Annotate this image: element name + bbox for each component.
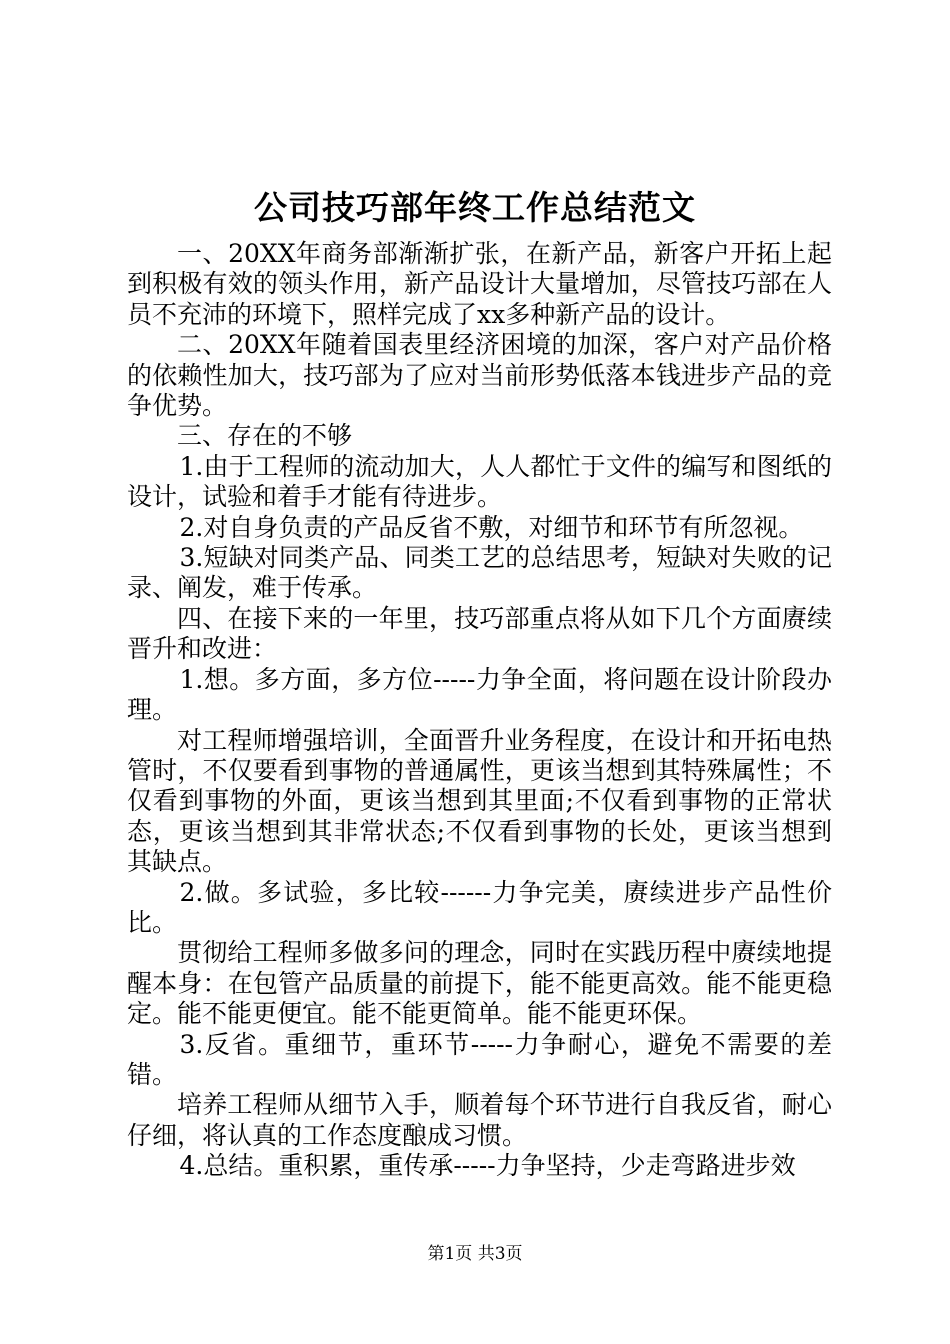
paragraph: 二、20XX年随着国表里经济困境的加深，客户对产品价格的依赖性加大，技巧部为了应对当前形势低落本钱进步产品的竞争优势。 <box>127 330 832 421</box>
list-item: 3.反省。重细节，重环节-----力争耐心，避免不需要的差错。 <box>127 1029 832 1089</box>
list-item: 1.由于工程师的流动加大，人人都忙于文件的编写和图纸的设计，试验和着手才能有待进步。 <box>127 451 832 512</box>
list-item: 2.对自身负责的产品反省不敷，对细节和环节有所忽视。 <box>179 512 804 542</box>
list-item: 3.短缺对同类产品、同类工艺的总结思考，短缺对失败的记录、阐发，难于传承。 <box>127 543 832 603</box>
list-item: 4.总结。重积累，重传承-----力争坚持，少走弯路进步效 <box>179 1151 796 1181</box>
list-item: 1.想。多方面，多方位-----力争全面，将问题在设计阶段办理。 <box>127 664 832 725</box>
paragraph: 贯彻给工程师多做多问的理念，同时在实践历程中赓续地提醒本身：在包管产品质量的前提下，能不能更高效。能不能更稳定。能不能更便宜。能不能更简单。能不能更环保。 <box>127 938 832 1029</box>
page-footer: 第1页 共3页 <box>427 1244 523 1264</box>
paragraph: 一、20XX年商务部渐渐扩张，在新产品，新客户开拓上起到积极有效的领头作用，新产品设计大量增加，尽管技巧部在人员不充沛的环境下，照样完成了xx多种新产品的设计。 <box>127 239 832 329</box>
list-item: 2.做。多试验，多比较------力争完美，赓续进步产品性价比。 <box>127 877 832 937</box>
paragraph: 四、在接下来的一年里，技巧部重点将从如下几个方面赓续晋升和改进： <box>127 603 832 664</box>
paragraph: 对工程师增强培训，全面晋升业务程度，在设计和开拓电热管时，不仅要看到事物的普通属性，更该当想到其特殊属性；不仅看到事物的外面，更该当想到其里面;不仅看到事物的正常状态，更该当想到其非常状态;不仅看到事物的长处，更该当想到其缺点。 <box>127 725 832 877</box>
document-title: 公司技巧部年终工作总结范文 <box>254 188 696 227</box>
document-body <box>127 239 832 1182</box>
section-heading: 三、存在的不够 <box>177 421 353 451</box>
paragraph: 培养工程师从细节入手，顺着每个环节进行自我反省，耐心仔细，将认真的工作态度酿成习惯。 <box>127 1090 832 1150</box>
